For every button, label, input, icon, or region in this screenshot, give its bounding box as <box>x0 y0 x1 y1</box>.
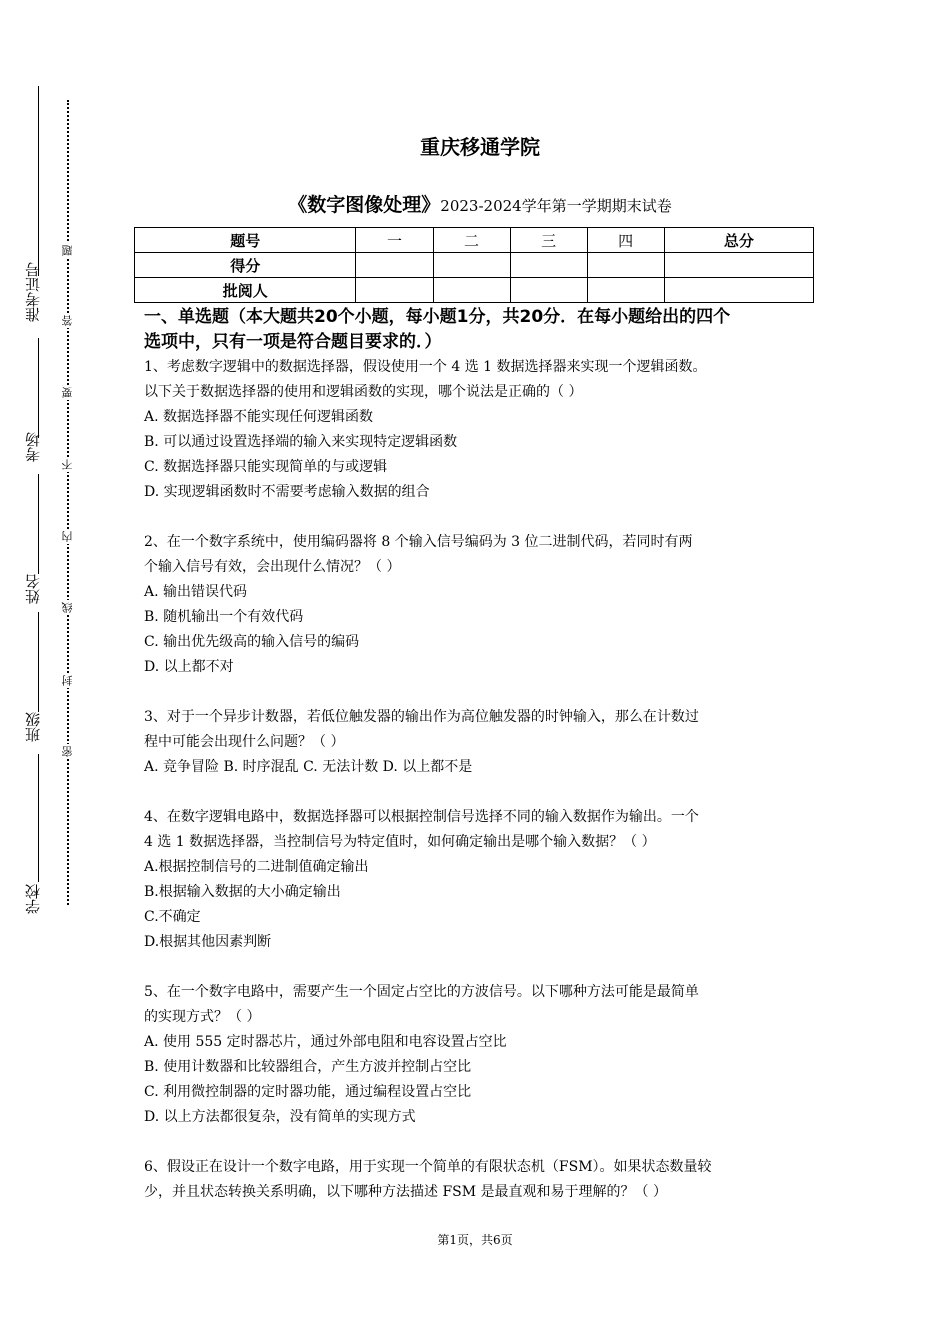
option-b: B. 可以通过设置选择端的输入来实现特定逻辑函数 <box>144 434 458 450</box>
question-3 <box>144 705 816 780</box>
question-stem: 5、在一个数字电路中，需要产生一个固定占空比的方波信号。以下哪种方法可能是最简单 <box>144 984 699 1000</box>
question-stem: 3、对于一个异步计数器，若低位触发器的输出作为高位触发器的时钟输入，那么在计数过 <box>144 709 699 725</box>
question-4 <box>144 805 816 955</box>
score-cell <box>433 278 510 303</box>
option-a: A. 输出错误代码 <box>144 584 248 600</box>
exam-title <box>144 190 816 217</box>
score-table-row <box>135 253 814 278</box>
score-cell <box>510 253 587 278</box>
option-b: B. 使用计数器和比较器组合，产生方波并控制占空比 <box>144 1059 472 1075</box>
question-1 <box>144 355 816 505</box>
option-d: D. 以上方法都很复杂，没有简单的实现方式 <box>144 1109 416 1125</box>
option-b: B.根据输入数据的大小确定输出 <box>144 884 341 900</box>
question-stem: 2、在一个数字系统中，使用编码器将 8 个输入信号编码为 3 位二进制代码，若同时有两 <box>144 534 693 550</box>
field-label-exam-room: 考场 <box>24 432 42 462</box>
question-stem: 1、考虑数字逻辑中的数据选择器，假设使用一个 4 选 1 数据选择器来实现一个逻辑函数。 <box>144 359 707 375</box>
option-d: D.根据其他因素判断 <box>144 934 272 950</box>
question-2 <box>144 530 816 680</box>
score-cell <box>587 278 664 303</box>
seal-char: 内 <box>61 531 74 542</box>
score-col-header: 四 <box>587 228 664 253</box>
score-col-header: 题号 <box>135 228 356 253</box>
option-c: C. 数据选择器只能实现简单的与或逻辑 <box>144 459 388 475</box>
score-table <box>134 227 814 303</box>
option-d: D. 实现逻辑函数时不需要考虑输入数据的组合 <box>144 484 430 500</box>
score-col-header: 一 <box>356 228 433 253</box>
score-col-header: 总分 <box>664 228 813 253</box>
score-cell <box>510 278 587 303</box>
option-c: C. 输出优先级高的输入信号的编码 <box>144 634 360 650</box>
seal-char: 线 <box>61 602 74 613</box>
score-row-header: 得分 <box>135 253 356 278</box>
options-line: A. 竞争冒险 B. 时序混乱 C. 无法计数 D. 以上都不是 <box>144 759 473 775</box>
seal-char: 题 <box>61 245 74 256</box>
section-title-line: 选项中，只有一项是符合题目要求的．） <box>144 332 442 352</box>
option-a: A.根据控制信号的二进制值确定输出 <box>144 859 369 875</box>
field-line-exam-number <box>38 86 39 276</box>
option-a: A. 数据选择器不能实现任何逻辑函数 <box>144 409 374 425</box>
seal-char: 封 <box>61 675 74 686</box>
question-stem: 以下关于数据选择器的使用和逻辑函数的实现，哪个说法是正确的（ ） <box>144 384 583 400</box>
section-title-line: 一、单选题（本大题共20个小题，每小题1分，共20分．在每小题给出的四个 <box>144 307 731 327</box>
field-label-exam-number: 准考证号 <box>24 262 42 322</box>
option-b: B. 随机输出一个有效代码 <box>144 609 304 625</box>
field-line-name <box>38 474 39 574</box>
score-table-row <box>135 278 814 303</box>
field-line-school <box>38 754 39 882</box>
question-stem: 的实现方式？（ ） <box>144 1009 261 1025</box>
question-6 <box>144 1155 816 1205</box>
question-5 <box>144 980 816 1130</box>
question-stem: 6、假设正在设计一个数字电路，用于实现一个简单的有限状态机（FSM）。如果状态数量较 <box>144 1159 712 1175</box>
score-cell <box>433 253 510 278</box>
course-name: 《数字图像处理》 <box>288 194 441 216</box>
seal-char: 不 <box>61 459 74 470</box>
field-label-school: 学校 <box>24 884 42 914</box>
seal-char: 密 <box>61 746 74 757</box>
question-stem: 个输入信号有效，会出现什么情况？（ ） <box>144 559 401 575</box>
score-col-header: 二 <box>433 228 510 253</box>
field-label-class: 班级 <box>24 712 42 742</box>
score-cell <box>356 278 433 303</box>
score-row-header: 批阅人 <box>135 278 356 303</box>
seal-char: 答 <box>61 315 74 326</box>
term-label: 2023-2024学年第一学期期末试卷 <box>440 197 672 215</box>
seal-char: 要 <box>61 387 74 398</box>
score-cell <box>664 253 813 278</box>
option-a: A. 使用 555 定时器芯片，通过外部电阻和电容设置占空比 <box>144 1034 507 1050</box>
question-stem: 4 选 1 数据选择器，当控制信号为特定值时，如何确定输出是哪个输入数据？（ ） <box>144 834 656 850</box>
exam-page <box>144 125 816 1205</box>
score-cell <box>587 253 664 278</box>
school-name: 重庆移通学院 <box>420 135 540 159</box>
option-c: C. 利用微控制器的定时器功能，通过编程设置占空比 <box>144 1084 472 1100</box>
score-cell <box>664 278 813 303</box>
option-d: D. 以上都不对 <box>144 659 234 675</box>
seal-dotted-line <box>67 100 69 905</box>
question-stem: 4、在数字逻辑电路中，数据选择器可以根据控制信号选择不同的输入数据作为输出。一个 <box>144 809 699 825</box>
page-footer: 第1页，共6页 <box>437 1233 513 1247</box>
section-title <box>144 305 816 355</box>
field-line-class <box>38 612 39 712</box>
question-stem: 少，并且状态转换关系明确，以下哪种方法描述 FSM 是最直观和易于理解的？（ ） <box>144 1184 667 1200</box>
score-table-header-row <box>135 228 814 253</box>
field-label-name: 姓名 <box>24 574 42 604</box>
option-c: C.不确定 <box>144 909 201 925</box>
question-stem: 程中可能会出现什么问题？（ ） <box>144 734 345 750</box>
score-cell <box>356 253 433 278</box>
field-line-exam-room <box>38 338 39 438</box>
score-col-header: 三 <box>510 228 587 253</box>
